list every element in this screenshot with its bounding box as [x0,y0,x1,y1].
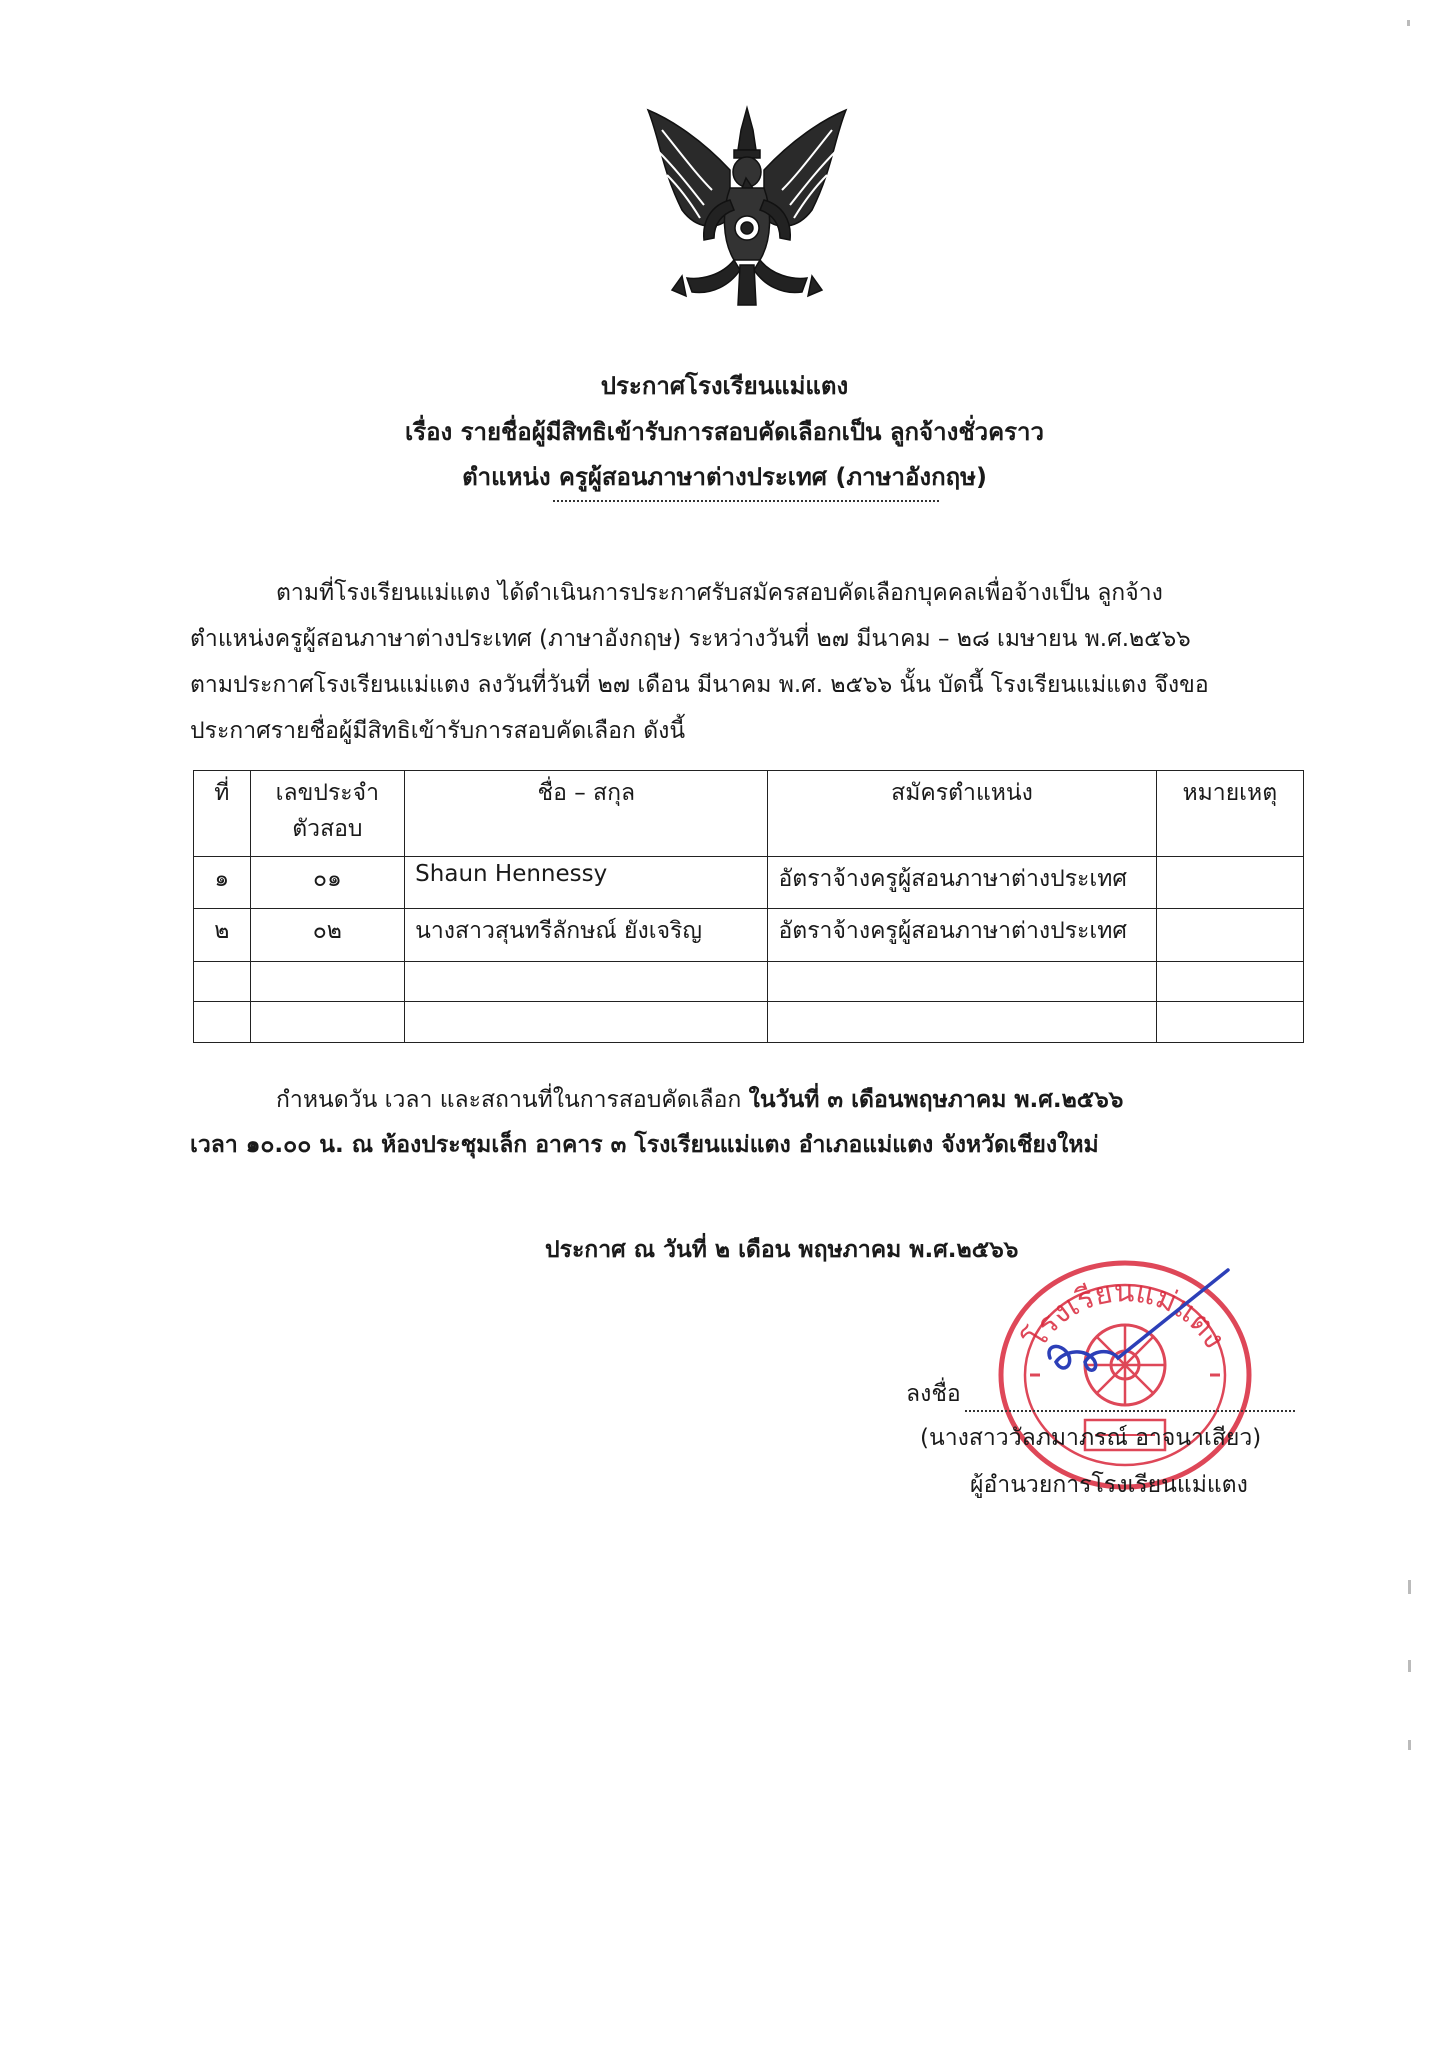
announcement-subject: เรื่อง รายชื่อผู้มีสิทธิเข้ารับการสอบคัดเลือกเป็น ลูกจ้างชั่วคราว [405,418,1044,446]
table-row-empty [194,961,1304,1002]
table-row [194,857,1304,909]
cell-no: ๒ [194,909,251,961]
school-seal-stamp [990,1250,1260,1500]
schedule-intro: กำหนดวัน เวลา และสถานที่ในการสอบคัดเลือก [276,1087,749,1113]
schedule-line-2 [190,1123,1300,1168]
signer-name: (นางสาววัลภมาภรณ์ อาจนาเสียว) [920,1425,1262,1451]
table-row-empty [194,1002,1304,1043]
signature-dots [965,1386,1295,1412]
schedule-date: ในวันที่ ๓ เดือนพฤษภาคม พ.ศ.๒๕๖๖ [748,1087,1124,1113]
cell-remark [1156,909,1303,961]
col-header-exam-id-line1: เลขประจำ [275,780,380,806]
signer-title: ผู้อำนวยการโรงเรียนแม่แตง [970,1472,1248,1498]
col-header-exam-id [250,771,405,857]
col-header-remark: หมายเหตุ [1156,771,1303,857]
cell-name: Shaun Hennessy [405,857,768,909]
col-header-exam-id-line2: ตัวสอบ [292,816,363,842]
body-line-2: ตำแหน่งครูผู้สอนภาษาต่างประเทศ (ภาษาอังกฤษ) ระหว่างวันที่ ๒๗ มีนาคม – ๒๘ เมษายน พ.ศ.๒๕๖๖ [190,626,1191,652]
body-line-4: ประกาศรายชื่อผู้มีสิทธิเข้ารับการสอบคัดเลือก ดังนี้ [190,718,686,744]
schedule-time-place: เวลา ๑๐.๐๐ น. ณ ห้องประชุมเล็ก อาคาร ๓ โรงเรียนแม่แตง อำเภอแม่แตง จังหวัดเชียงใหม่ [190,1132,1099,1158]
cell-position: อัตราจ้างครูผู้สอนภาษาต่างประเทศ [768,909,1156,961]
signature-line [906,1376,1295,1412]
cell-name: นางสาวสุนทรีลักษณ์ ยังเจริญ [405,909,768,961]
col-header-name: ชื่อ – สกุล [405,771,768,857]
scan-specks [1399,20,1419,1870]
title-divider [553,500,939,502]
body-line-3: ตามประกาศโรงเรียนแม่แตง ลงวันที่วันที่ ๒๗ เดือน มีนาคม พ.ศ. ๒๕๖๖ นั้น บัดนี้ โรงเรียนแม่แตง จึงขอ [190,672,1209,698]
cell-no: ๑ [194,857,251,909]
table-header-row [194,771,1304,857]
stamp-text: โรงเรียนแม่แตง [1018,1274,1232,1355]
body-paragraph [190,570,1287,754]
garuda-emblem-icon [642,100,852,310]
cell-remark [1156,857,1303,909]
signature-label: ลงชื่อ [906,1381,961,1407]
table-row [194,909,1304,961]
announcement-position: ตำแหน่ง ครูผู้สอนภาษาต่างประเทศ (ภาษาอังกฤษ) [462,463,987,491]
announce-date: ประกาศ ณ วันที่ ๒ เดือน พฤษภาคม พ.ศ.๒๕๖๖ [545,1237,1019,1263]
cell-exam-id: ๐๑ [250,857,405,909]
col-header-position: สมัครตำแหน่ง [768,771,1156,857]
exam-schedule [190,1078,1300,1168]
schedule-line-1 [190,1078,1300,1123]
cell-exam-id: ๐๒ [250,909,405,961]
body-line-1: ตามที่โรงเรียนแม่แตง ได้ดำเนินการประกาศรับสมัครสอบคัดเลือกบุคคลเพื่อจ้างเป็น ลูกจ้าง [276,580,1163,606]
cell-position: อัตราจ้างครูผู้สอนภาษาต่างประเทศ [768,857,1156,909]
announcement-title: ประกาศโรงเรียนแม่แตง [600,372,849,400]
candidate-table [193,770,1304,1043]
col-header-no: ที่ [194,771,251,857]
